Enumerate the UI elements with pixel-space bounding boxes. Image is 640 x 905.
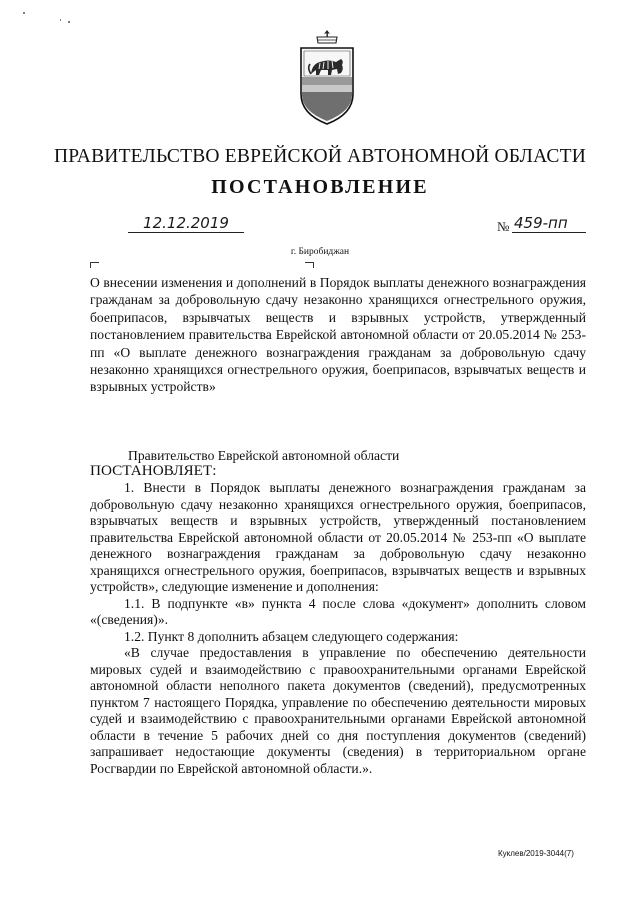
paragraph-1: 1. Внести в Порядок выплаты денежного вознаграждения гражданам за добровольную сдачу незаконно хранящихся огнестрельного оружия, боеприпасов, взрывчатых веществ и взрывных устройств, утвержденный постановлением правительства Еврейской автономной области от 20.05.2014 № 253-пп «О выплате денежного вознаграждения гражданам за добровольную сдачу незаконно хранящихся огнестрельного оружия, боеприпасов, взрывчатых веществ и взрывных устройств», следующие изменение и дополнения:: [90, 480, 586, 594]
city-label: г. Биробиджан: [290, 247, 350, 257]
intro-line: Правительство Еврейской автономной области: [128, 448, 400, 463]
scan-speck: [60, 19, 61, 21]
decree-word: ПОСТАНОВЛЯЕТ:: [90, 462, 217, 479]
paragraph-1-1: 1.1. В подпункте «в» пункта 4 после слова «документ» дополнить словом «(сведения)».: [90, 595, 586, 627]
decree-body: [90, 480, 586, 777]
government-title: ПРАВИТЕЛЬСТВО ЕВРЕЙСКОЙ АВТОНОМНОЙ ОБЛАСТИ: [53, 146, 587, 167]
footer-code: Куклев/2019-3044(7): [498, 849, 574, 858]
subject-bracket-right: [305, 262, 314, 268]
document-subject: [90, 274, 586, 396]
coat-of-arms-emblem: [297, 28, 357, 126]
scan-speck: [23, 12, 25, 14]
number-sign: №: [497, 219, 510, 234]
document-type-heading: ПОСТАНОВЛЕНИЕ: [211, 176, 429, 198]
subject-text: О внесении изменения и дополнений в Порядок выплаты денежного вознаграждения гражданам за добровольную сдачу незаконно хранящихся огнестрельного оружия, боеприпасов, взрывчатых веществ и взрывных устройств, утвержденный постановлением правительства Еврейской автономной области от 20.05.2014 № 253-пп «О выплате денежного вознаграждения гражданам за добровольную сдачу незаконно хранящихся огнестрельного оружия, боеприпасов, взрывчатых веществ и взрывных устройств»: [90, 275, 586, 395]
paragraph-1-2-text: «В случае предоставления в управление по обеспечению деятельности мировых судей и взаимодействию с правоохранительными органами Еврейской автономной области неполного пакета документов (сведений), предусмотренных пунктом 7 настоящего Порядка, управление по обеспечению деятельности мировых судей и взаимодействию с правоохранительными органами Еврейской автономной области в течение 5 рабочих дней со дня поступления документов (сведений) запрашивает недостающие документы (сведения) в территориальном органе Росгвардии по Еврейской автономной области.».: [90, 645, 586, 776]
document-number: 459-пп: [512, 214, 586, 233]
document-date: 12.12.2019: [128, 214, 244, 233]
paragraph-1-2: 1.2. Пункт 8 дополнить абзацем следующего содержания:: [124, 628, 459, 644]
scan-speck: [68, 21, 70, 23]
subject-bracket-left: [90, 262, 99, 268]
